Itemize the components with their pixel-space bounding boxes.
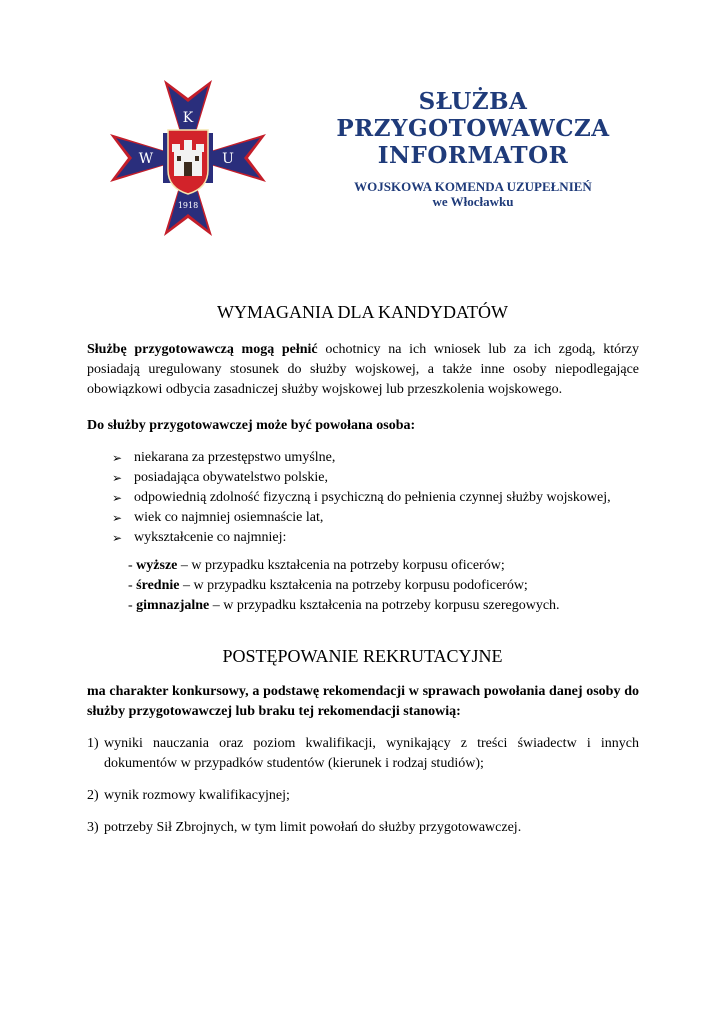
requirements-heading: WYMAGANIA DLA KANDYDATÓW bbox=[217, 302, 508, 322]
emblem-letter-u: U bbox=[222, 151, 234, 167]
institution-name: WOJSKOWA KOMENDA UZUPEŁNIEŃ bbox=[354, 179, 592, 194]
emblem-year: 1918 bbox=[177, 201, 199, 210]
list-item: ➢ posiadająca obywatelstwo polskie, bbox=[112, 468, 611, 488]
arrow-bullet-icon: ➢ bbox=[112, 451, 123, 465]
recruitment-intro: ma charakter konkursowy, a podstawę rekomendacji w sprawach powołania danej osoby do służby przygotowawczej lub braku tej rekomendacji stanowią: bbox=[87, 684, 639, 719]
arrow-bullet-icon: ➢ bbox=[112, 491, 123, 505]
requirements-intro bbox=[87, 340, 639, 400]
emblem-letter-w: W bbox=[138, 151, 154, 167]
intro-text: ochotnicy na ich wniosek lub za ich zgodą, którzy posiadają uregulowany stosunek do służby wojskowej, a także inne osoby niepodlegające obowiązkowi odbycia zasadniczej służby wojskowej lub przeszkolenia wojskowego. bbox=[87, 342, 639, 397]
list-item: ➢ wykształcenie co najmniej: bbox=[112, 528, 611, 548]
title-line-2: PRZYGOTOWAWCZA bbox=[336, 115, 610, 142]
requirements-list bbox=[112, 448, 611, 548]
education-item: - średnie – w przypadku kształcenia na potrzeby korpusu podoficerów; bbox=[128, 578, 528, 593]
list-item: ➢ niekarana za przestępstwo umyślne, bbox=[112, 448, 611, 468]
coat-of-arms-icon bbox=[168, 130, 208, 194]
wku-emblem-logo bbox=[108, 78, 268, 238]
arrow-bullet-icon: ➢ bbox=[112, 471, 123, 485]
recruitment-heading: POSTĘPOWANIE REKRUTACYJNE bbox=[222, 646, 503, 666]
requirements-lead bbox=[87, 416, 639, 436]
institution-location: we Włocławku bbox=[432, 194, 514, 209]
list-item: ➢ wiek co najmniej osiemnaście lat, bbox=[112, 508, 611, 528]
emblem-letter-k: K bbox=[182, 110, 194, 126]
education-list bbox=[128, 556, 560, 616]
lead-bold: Do służby przygotowawczej może być powołana osoba: bbox=[87, 418, 416, 433]
document-header bbox=[318, 88, 628, 209]
arrow-bullet-icon: ➢ bbox=[112, 531, 123, 545]
list-item: ➢ odpowiednią zdolność fizyczną i psychiczną do pełnienia czynnej służby wojskowej, bbox=[112, 488, 611, 508]
arrow-bullet-icon: ➢ bbox=[112, 511, 123, 525]
recruitment-item: 1) wyniki nauczania oraz poziom kwalifikacji, wynikający z treści świadectw i innych dokumentów w przypadków studentów (kierunek i rodzaj studiów); bbox=[87, 736, 639, 771]
title-line-1: SŁUŻBA bbox=[418, 88, 528, 115]
recruitment-item: 2) wynik rozmowy kwalifikacyjnej; bbox=[87, 788, 290, 803]
recruitment-item: 3) potrzeby Sił Zbrojnych, w tym limit powołań do służby przygotowawczej. bbox=[87, 820, 522, 835]
title-line-3: INFORMATOR bbox=[377, 142, 569, 169]
education-item: - wyższe – w przypadku kształcenia na potrzeby korpusu oficerów; bbox=[128, 558, 505, 573]
education-item: - gimnazjalne – w przypadku kształcenia na potrzeby korpusu szeregowych. bbox=[128, 598, 560, 613]
intro-bold: Służbę przygotowawczą mogą pełnić bbox=[87, 342, 318, 357]
